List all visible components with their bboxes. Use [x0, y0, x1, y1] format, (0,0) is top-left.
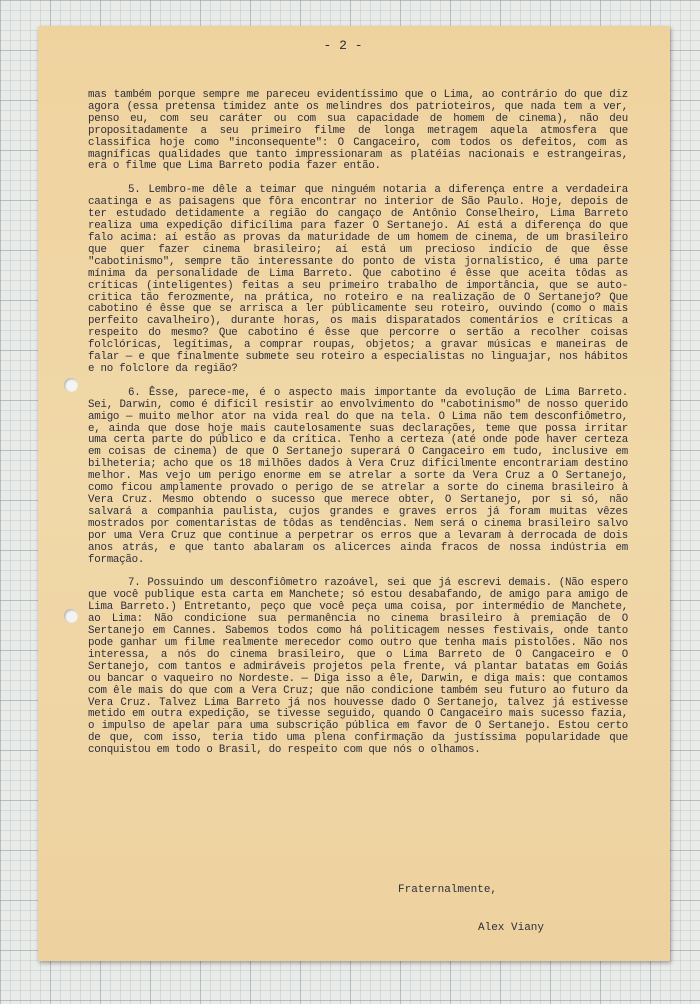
punch-hole-bottom — [64, 609, 78, 623]
punch-hole-top — [64, 378, 78, 392]
document-page — [38, 26, 670, 961]
letter-body — [88, 90, 628, 769]
page-number: - 2 - — [323, 38, 363, 53]
paragraph: 7. Possuindo um desconfiômetro razoável, sei que já escrevi demais. (Não espero que você publique esta carta em Manchete; só estou desabafando, de amigo para amigo de Lima Barreto.) Entretanto, peço que você peça uma coisa, por intermédio de Manchete, ao Lima: Não condicione sua permanência no cinema brasileiro à premiação de O Sertanejo em Cannes. Sabemos todos como há politicagem nesses festivais, onde tanto pode ganhar um filme realmente merecedor como outro que tenha mais pistolões. Não nos interessa, a nós do cinema brasileiro, que o Lima Barreto de O Cangaceiro e O Sertanejo, com tantos e admiráveis projetos pela frente, vá plantar batatas em Goiás ou bancar o vaqueiro no Nordeste. — Diga isso a êle, Darwin, e diga mais: que contamos com êle mais do que com a Vera Cruz; que não condicione também seu futuro ao futuro da Vera Cruz. Talvez Lima Barreto já nos houvesse dado O Sertanejo, talvez já estivesse metido em outra expedição, se tivesse seguido, quando O Cangaceiro mais sucesso fazia, o impulso de apelar para uma subscrição pública em favor de O Sertanejo. Estou certo de que, com isso, teria tido uma plena confirmação da justíssima popularidade que conquistou em todo o Brasil, do respeito com que nós o olhamos. — [88, 577, 628, 757]
closing: Fraternalmente, — [398, 884, 498, 896]
paragraph: 5. Lembro-me dêle a teimar que ninguém notaria a diferença entre a verdadeira caatinga e as paisagens que fôra encontrar no interior de São Paulo. Hoje, depois de ter estudado detidamente a região do cangaço de Antônio Conselheiro, Lima Barreto realiza uma expedição dificílima para fazer O Sertanejo. Aí está a diferença do que falo acima: aí estão as provas da maturidade de um homem de cinema, de um brasileiro que quer fazer cinema brasileiro; aí está um precioso indício de que êsse "cabotinismo", sempre tão interessante do ponto de vista jornalístico, é uma parte mínima da personalidade de Lima Barreto. Que cabotino é êsse que aceita tôdas as críticas (inteligentes) feitas a seu primeiro trabalho de importância, que se auto-critica tão ferozmente, na prática, no roteiro e na realização de O Sertanejo? Que cabotino é êsse que se arrisca a ler públicamente seu roteiro, ouvindo (como o mais perfeito cavalheiro), durante horas, os mais disparatados comentários e críticas a respeito do mesmo? Que cabotino é êsse que percorre o sertão a recolher coisas folclóricas, legítimas, a comprar roupas, objetos; a gravar músicas e maneiras de falar — e que finalmente submete seu roteiro a especialistas no linguajar, nos hábitos e no folclore da região? — [88, 184, 628, 375]
signature: Alex Viany — [478, 922, 545, 934]
paragraph: mas também porque sempre me pareceu evidentíssimo que o Lima, ao contrário do que diz agora (essa pretensa timidez ante os melindres dos patrioteiros, que nada tem a ver, penso eu, com seu caráter ou com sua capacidade de homem de cinema), não deu propositadamente a seu primeiro filme de longa metragem aquela atmosfera que classifica hoje como "inconsequente": O Cangaceiro, com todos os defeitos, com as magníficas qualidades que tanto impressionaram as platéias nacionais e estrangeiras, era o filme que Lima Barreto podia fazer então. — [88, 89, 628, 173]
paragraph: 6. Êsse, parece-me, é o aspecto mais importante da evolução de Lima Barreto. Sei, Darwin, como é difícil resistir ao envolvimento do "cabotinismo" de nosso querido amigo — muito melhor ator na vida real do que na tela. O Lima não tem desconfiômetro, e, ainda que dose hoje mais cautelosamente suas declarações, teme que possa irritar uma certa parte do público e da crítica. Tenho a certeza (até onde pode haver certeza em coisas de cinema) de que O Sertanejo superará O Cangaceiro em tudo, inclusive em bilheteria; acho que os 18 milhões dados à Vera Cruz dificilmente encontrariam destino melhor. Mas vejo um perigo enorme em se atrelar a sorte da Vera Cruz a O Sertanejo, como ficou amplamente provado o perigo de se atrelar a sorte do cinema brasileiro à Vera Cruz. Mesmo obtendo o sucesso que merece obter, O Sertanejo, por si só, não salvará a companhia paulista, cujos grandes e graves erros já foram muitas vêzes mostrados por comentaristas de tôdas as tendências. Nem será o cinema brasileiro salvo por uma Vera Cruz que continue a perpetrar os erros que a levaram à derrocada de dois anos atrás, e que tanto abalaram os alicerces ainda fracos de nossa indústria em formação. — [88, 386, 628, 566]
